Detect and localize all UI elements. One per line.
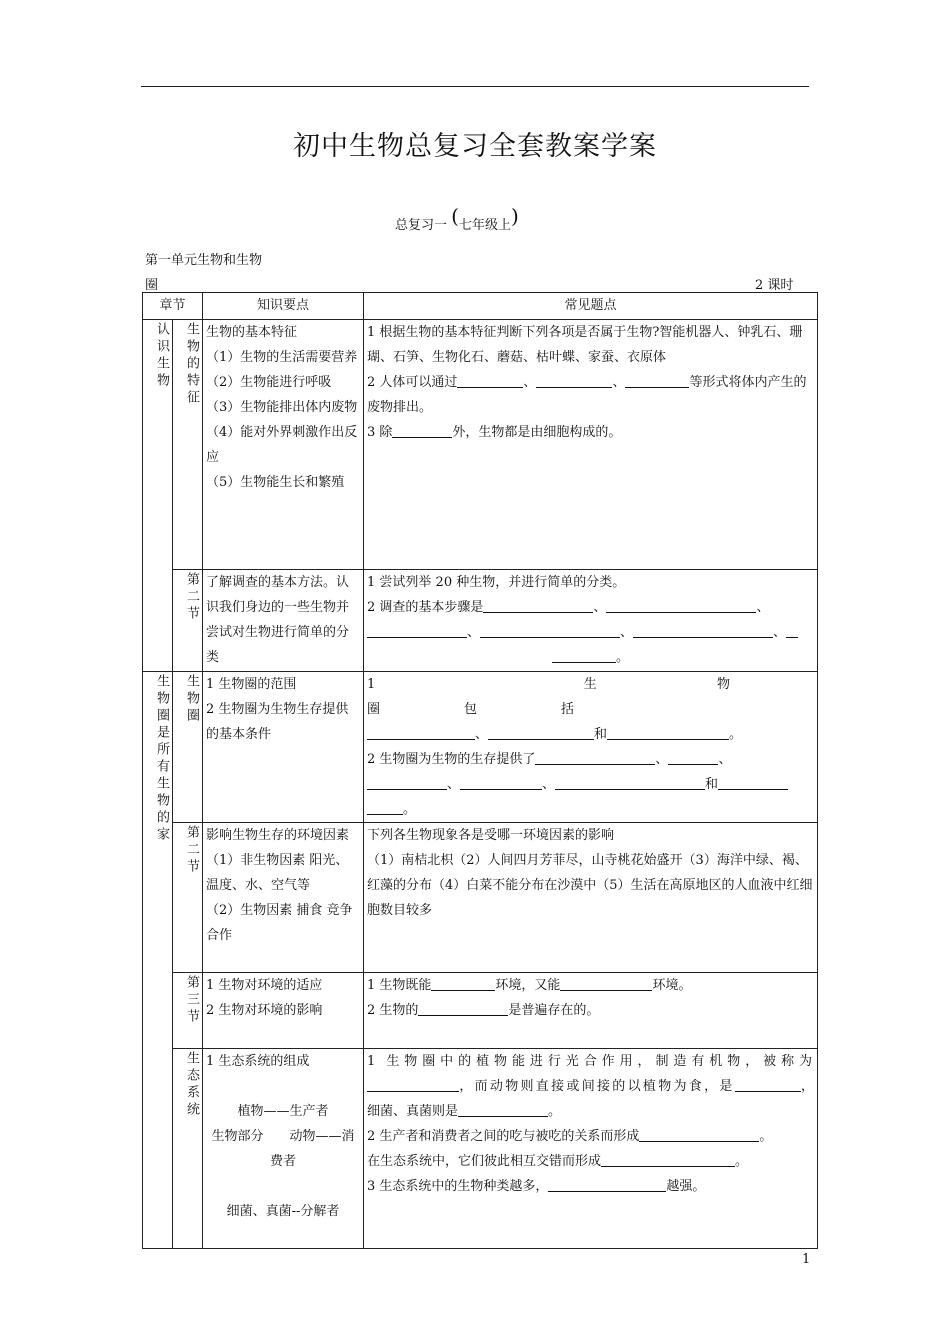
ch1-s2-questions [364, 570, 818, 672]
question-2 [367, 747, 814, 772]
question-1: 下列各生物现象各是受哪一环境因素的影响 [367, 828, 615, 843]
knowledge-line: （5）生物能生长和繁殖 [206, 475, 345, 490]
knowledge-line: 2 生物对环境的影响 [206, 1003, 323, 1018]
knowledge-line: 2 生物圈为生物生存提供的基本条件 [206, 702, 349, 742]
table-row [143, 973, 818, 1049]
header-chapter: 章节 [143, 293, 203, 320]
q-text: 2 生产者和消费者之间的吃与被吃的关系而形成 [367, 1129, 640, 1144]
table-row [143, 320, 818, 570]
q-punct: 、 [467, 625, 481, 640]
question-3 [367, 1174, 814, 1199]
question-2-cont [367, 1149, 814, 1174]
answer-blank[interactable] [633, 623, 773, 638]
answer-blank[interactable] [418, 1001, 508, 1016]
question-2-end [367, 645, 814, 670]
answer-blank[interactable] [431, 976, 495, 991]
q-punct: 。 [729, 727, 743, 742]
q-punct: 、 [655, 752, 669, 767]
q-punct: 、 [475, 727, 489, 742]
question-2 [367, 998, 814, 1023]
knowledge-line: （1）生物的生活需要营养 [206, 350, 358, 365]
q-text: ，细菌、真菌则是 [367, 1079, 814, 1119]
unit-title-cont: 圈 [145, 278, 159, 293]
knowledge-line: 1 生物对环境的适应 [206, 978, 323, 993]
q-text: 环境，又能 [495, 978, 561, 993]
knowledge-line: （4）能对外界刺激作出反应 [206, 425, 358, 465]
answer-blank[interactable] [625, 373, 689, 388]
q-punct: 、 [756, 600, 770, 615]
ch1-s1-questions [364, 320, 818, 570]
answer-blank[interactable] [458, 1102, 548, 1117]
q-text: ，而动物则直接或间接的以植物为食，是 [459, 1079, 735, 1094]
ch2-s4-name: 生态系统 [173, 1049, 203, 1249]
question-2-cont [367, 620, 814, 645]
q-text: 1 生物圈中的植物能进行光合作用，制造有机物，被称为 [367, 1054, 815, 1069]
q-text: 2 人体可以通过 [367, 375, 458, 390]
q-punct: 。 [735, 1154, 749, 1169]
q-text: 和 [705, 777, 719, 792]
q-punct: 。 [759, 1129, 773, 1144]
knowledge-line: 细菌、真菌--分解者 [226, 1204, 340, 1219]
answer-blank[interactable] [367, 800, 403, 815]
paren-open: ( [451, 204, 459, 228]
answer-blank[interactable] [555, 775, 705, 790]
knowledge-line: 植物——生产者 [237, 1104, 329, 1119]
question-1 [367, 973, 814, 998]
question-1: 1 根据生物的基本特征判断下列各项是否属于生物?智能机器人、钟乳石、珊瑚、石笋、生物化石、蘑菇、枯叶蝶、家蚕、衣原体 [367, 325, 803, 365]
knowledge-line: （2）生物能进行呼吸 [206, 375, 332, 390]
ch2-s1-knowledge [203, 672, 364, 823]
question-1-cont [367, 722, 814, 747]
q-punct: 。 [548, 1104, 564, 1119]
answer-blank[interactable] [367, 775, 447, 790]
knowledge-line: （2）生物因素 捕食 竞争 合作 [206, 903, 353, 943]
paren-close: ) [510, 204, 519, 228]
table-row [143, 1049, 818, 1249]
answer-blank[interactable] [601, 1152, 735, 1167]
q-text: 和 [594, 727, 608, 742]
answer-blank[interactable] [480, 623, 620, 638]
ch1-s1-knowledge [203, 320, 364, 570]
subtitle-main: 总复习一 [395, 218, 448, 233]
question-detail: （1）南桔北枳（2）人间四月芳菲尽，山寺桃花始盛开（3）海洋中绿、褐、红藻的分布（4）白菜不能分布在沙漠中（5）生活在高原地区的人血液中红细胞数目较多 [367, 853, 813, 918]
answer-blank[interactable] [639, 1127, 759, 1142]
knowledge-line: 生物的基本特征 [206, 325, 298, 340]
answer-blank[interactable] [536, 373, 612, 388]
page-number: 1 [802, 1252, 811, 1267]
knowledge-line: 1 生物圈的范围 [206, 677, 297, 692]
answer-blank[interactable] [786, 623, 798, 638]
q-text: 2 生物圈为生物的生存提供了 [367, 752, 536, 767]
question-2-cont [367, 772, 814, 797]
review-table [142, 292, 818, 1249]
question-2 [367, 370, 814, 420]
header-knowledge: 知识要点 [203, 293, 364, 320]
ch1-s1-name: 生物的特征 [173, 320, 203, 570]
chapter-2-name: 生物圈是所有生物的家 [143, 672, 173, 1249]
q-text: 外，生物都是由细胞构成的。 [452, 425, 622, 440]
ch2-s4-questions [364, 1049, 818, 1249]
subtitle [395, 204, 519, 233]
q-punct: 、 [447, 777, 461, 792]
answer-blank[interactable] [488, 725, 594, 740]
question-1 [367, 1049, 814, 1124]
ch2-s2-name: 第二节 [173, 823, 203, 973]
header-questions: 常见题点 [364, 293, 818, 320]
q-punct: 、 [612, 375, 626, 390]
question-2 [367, 1124, 814, 1149]
knowledge-line: （1）非生物因素 阳光、温度、水、空气等 [206, 853, 349, 893]
ch1-s2-name: 第二节 [173, 570, 203, 672]
q-text: 2 调查的基本步骤是 [367, 600, 484, 615]
class-hours: 2 课时 [755, 278, 794, 293]
table-row [143, 823, 818, 973]
answer-blank[interactable] [552, 648, 616, 663]
q-text: 2 生物的 [367, 1003, 419, 1018]
q-text: 等形式将体内产生的废物排出。 [367, 375, 807, 415]
answer-blank[interactable] [718, 775, 788, 790]
q-text: 是普遍存在的。 [508, 1003, 600, 1018]
q-punct: 、 [593, 600, 607, 615]
q-punct: 、 [620, 625, 634, 640]
q-punct: 。 [403, 802, 417, 817]
knowledge-line: 影响生物生存的环境因素 [206, 828, 350, 843]
ch2-s3-questions [364, 973, 818, 1049]
q-text: 环境。 [652, 978, 692, 993]
q-text: 3 除 [367, 425, 393, 440]
answer-blank[interactable] [392, 423, 452, 438]
answer-blank[interactable] [607, 725, 729, 740]
answer-blank[interactable] [535, 750, 655, 765]
q-text: 在生态系统中，它们彼此相互交错而形成 [367, 1154, 602, 1169]
ch2-s4-knowledge [203, 1049, 364, 1249]
q-text: 越强。 [666, 1179, 706, 1194]
answer-blank[interactable] [606, 598, 756, 613]
answer-blank[interactable] [367, 623, 467, 638]
table-row [143, 570, 818, 672]
knowledge-line: （3）生物能排出体内废物 [206, 400, 358, 415]
question-2-end [367, 797, 814, 822]
q-punct: 、 [773, 625, 787, 640]
q-text: 1 生物既能 [367, 978, 432, 993]
unit-title: 第一单元生物和生物 [145, 253, 263, 268]
q-punct: 。 [616, 650, 630, 665]
subtitle-grade: 七年级上 [458, 218, 511, 233]
q-punct: 、 [523, 375, 537, 390]
answer-blank[interactable] [367, 1077, 459, 1092]
q-text: 3 生态系统中的生物种类越多， [367, 1179, 549, 1194]
ch2-s2-knowledge [203, 823, 364, 973]
answer-blank[interactable] [460, 775, 542, 790]
answer-blank[interactable] [560, 976, 652, 991]
answer-blank[interactable] [548, 1177, 666, 1192]
question-2 [367, 595, 814, 620]
answer-blank[interactable] [457, 373, 523, 388]
q-punct: 、 [718, 752, 732, 767]
table-row [143, 672, 818, 823]
answer-blank[interactable] [483, 598, 593, 613]
ch1-s2-knowledge: 了解调查的基本方法。认识我们身边的一些生物并尝试对生物进行简单的分类 [203, 570, 364, 672]
answer-blank[interactable] [367, 725, 475, 740]
answer-blank[interactable] [668, 750, 718, 765]
ch2-s2-questions [364, 823, 818, 973]
table-header [143, 293, 818, 320]
knowledge-line: 生物部分 动物——消费者 [211, 1129, 355, 1169]
answer-blank[interactable] [735, 1077, 801, 1092]
question-1: 1 尝试列举 20 种生物，并进行简单的分类。 [367, 575, 626, 590]
ch2-s1-questions [364, 672, 818, 823]
q-text: 1 生物圈包括 [367, 677, 815, 717]
document-title: 初中生物总复习全套教案学案 [293, 131, 657, 162]
chapter-1-name: 认识生物 [143, 320, 173, 672]
question-3 [367, 420, 814, 445]
top-rule [141, 86, 809, 87]
knowledge-line: 1 生态系统的组成 [206, 1054, 310, 1069]
ch2-s3-knowledge [203, 973, 364, 1049]
ch2-s3-name: 第三节 [173, 973, 203, 1049]
question-1 [367, 672, 814, 722]
ch2-s1-name: 生物圈 [173, 672, 203, 823]
q-punct: 、 [542, 777, 556, 792]
